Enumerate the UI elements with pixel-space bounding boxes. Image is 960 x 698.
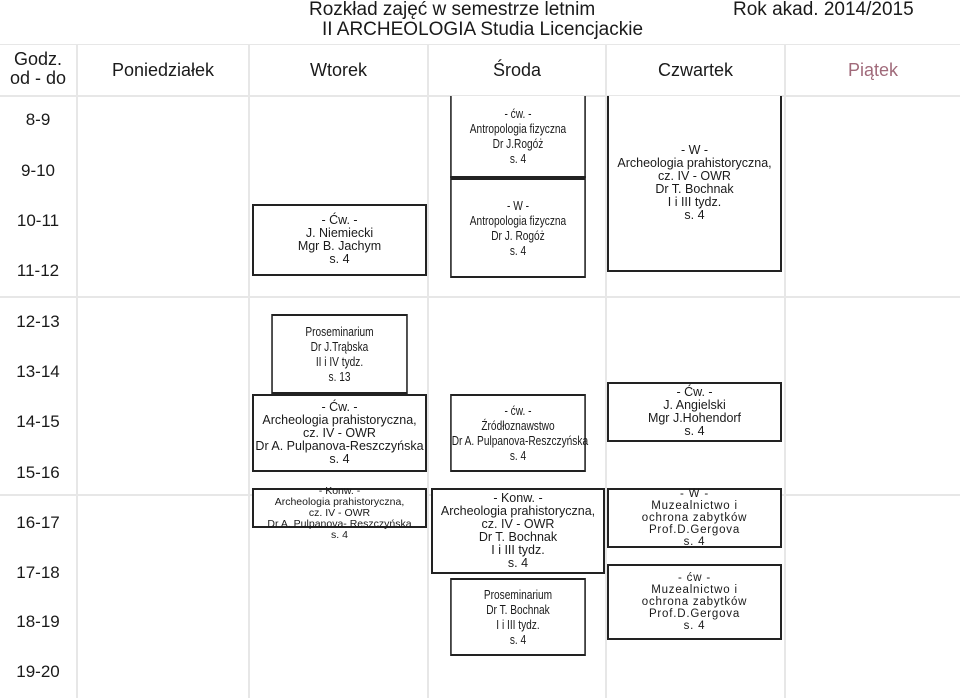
class-subject: Antropologia fizyczna <box>469 121 567 136</box>
class-type: - W - <box>507 198 529 213</box>
class-weeks: I i III tydz. <box>491 543 545 557</box>
class-block-museology-lecture[interactable] <box>607 488 782 548</box>
class-room: s. 4 <box>329 451 350 466</box>
hour-label: 9-10 <box>20 161 56 180</box>
hour-label: 12-13 <box>16 312 60 331</box>
class-teacher: Dr T. Bochnak <box>655 182 734 196</box>
day-cell <box>78 298 248 494</box>
class-type: - W - <box>680 488 709 500</box>
class-teacher: Mgr J.Hohendorf <box>647 411 742 425</box>
class-room: s. 4 <box>684 424 705 438</box>
class-subject: Muzealnictwo i <box>651 584 738 596</box>
class-type: - W - <box>680 143 709 157</box>
class-teacher: Mgr B. Jachym <box>297 239 382 253</box>
class-part: cz. IV - OWR <box>308 507 371 519</box>
class-type: Proseminarium <box>483 587 553 602</box>
hours-header: Godz. od - do <box>9 49 67 88</box>
class-subject: Antropologia fizyczna <box>469 213 567 228</box>
class-part: cz. IV - OWR <box>658 169 731 183</box>
day-cell <box>78 198 248 296</box>
class-room: s. 4 <box>684 208 705 222</box>
class-teacher: Dr T. Bochnak <box>478 530 558 544</box>
day-header-wednesday: Środa <box>429 45 605 95</box>
hour-label: 18-19 <box>16 612 60 631</box>
class-block-museology-exercise[interactable] <box>607 564 782 640</box>
hour-label: 14-15 <box>16 412 60 431</box>
class-block-english[interactable] <box>607 382 782 442</box>
class-room: s. 4 <box>683 620 706 632</box>
class-block-source-studies[interactable] <box>450 394 589 472</box>
class-block-anthropology-exercise[interactable] <box>450 96 586 178</box>
hour-label: 11-12 <box>16 261 60 280</box>
class-part: cz. IV - OWR <box>303 425 376 440</box>
hour-label: 16-17 <box>16 513 60 532</box>
hour-label: 8-9 <box>25 110 51 129</box>
class-part: cz. IV - OWR <box>481 517 555 531</box>
class-room: s. 4 <box>509 243 527 258</box>
class-block-proseminar[interactable] <box>271 314 408 394</box>
class-subject-cont: ochrona zabytków <box>641 596 748 608</box>
class-type: - Konw. - <box>493 491 543 505</box>
class-block-language[interactable] <box>252 204 427 276</box>
class-subject: Archeologia prahistoryczna, <box>617 156 772 170</box>
hour-label: 10-11 <box>16 211 60 230</box>
class-block-archaeology-exercise[interactable] <box>252 394 427 472</box>
corner-cell <box>0 45 76 95</box>
class-type: - ćw. - <box>504 106 532 121</box>
day-header-thursday: Czwartek <box>607 45 784 95</box>
class-subject: Źródłoznawstwo <box>481 418 555 433</box>
class-block-anthropology-lecture[interactable] <box>450 178 586 278</box>
day-cell <box>786 496 960 698</box>
class-teacher: Dr A. Pulpanova-Reszczyńska <box>255 438 424 453</box>
day-header-monday: Poniedziałek <box>78 45 248 95</box>
class-room: s. 13 <box>328 369 351 384</box>
hour-label: 19-20 <box>16 662 60 681</box>
class-teacher: Dr A. Pulpanova-Reszczyńska <box>451 433 589 448</box>
class-weeks: I i III tydz. <box>496 617 540 632</box>
class-room: s. 4 <box>331 529 348 541</box>
class-subject: Archeologia prahistoryczna, <box>274 496 405 508</box>
class-block-archaeology-lecture[interactable] <box>607 96 782 272</box>
class-teacher: Dr J.Rogóż <box>492 136 544 151</box>
class-room: s. 4 <box>509 448 527 463</box>
class-subject: Archeologia prahistoryczna, <box>440 504 596 518</box>
class-subject: Archeologia prahistoryczna, <box>262 412 417 427</box>
class-teacher: Dr T. Bochnak <box>486 602 550 617</box>
class-type: Proseminarium <box>305 324 374 339</box>
class-block-archaeology-conversatory[interactable] <box>252 485 427 541</box>
class-weeks: I i III tydz. <box>667 195 722 209</box>
class-type: - Ćw. - <box>321 399 358 414</box>
class-teacher: Prof.D.Gergova <box>648 608 741 620</box>
class-weeks: II i IV tydz. <box>315 354 364 369</box>
hour-label: 13-14 <box>16 362 60 381</box>
class-type: - ćw. - <box>504 403 532 418</box>
class-subject: J. Niemiecki <box>305 226 374 240</box>
day-cell <box>78 496 248 698</box>
class-type: - Ćw. - <box>321 213 358 227</box>
class-type: - Konw. - <box>318 485 361 497</box>
class-room: s. 4 <box>507 556 529 570</box>
schedule-title: Rozkład zajęć w semestrze letnim <box>309 0 596 20</box>
program-title: II ARCHEOLOGIA Studia Licencjackie <box>322 19 644 40</box>
class-subject: J. Angielski <box>663 398 726 412</box>
class-subject: Muzealnictwo i <box>651 500 738 512</box>
hour-label: 17-18 <box>16 563 60 582</box>
day-header-friday: Piątek <box>786 45 960 95</box>
day-cell <box>786 298 960 494</box>
class-room: s. 4 <box>329 252 350 266</box>
class-teacher: Prof.D.Gergova <box>648 524 741 536</box>
class-room: s. 4 <box>509 151 527 166</box>
day-header-tuesday: Wtorek <box>250 45 427 95</box>
class-room: s. 4 <box>509 632 527 647</box>
class-subject-cont: ochrona zabytków <box>641 512 748 524</box>
academic-year: Rok akad. 2014/2015 <box>733 0 914 20</box>
hour-label: 15-16 <box>16 463 60 482</box>
class-room: s. 4 <box>683 536 706 548</box>
class-type: - ćw - <box>678 572 711 584</box>
class-teacher: Dr J.Trąbska <box>310 339 369 354</box>
class-teacher: Dr A. Pulpanova- Reszczyńska <box>267 518 412 530</box>
day-cell <box>786 198 960 296</box>
class-block-proseminar-wed[interactable] <box>450 578 586 656</box>
class-teacher: Dr J. Rogóż <box>491 228 545 243</box>
class-block-archaeology-conversatory-wed[interactable] <box>431 488 605 574</box>
class-type: - Ćw. - <box>676 385 713 399</box>
